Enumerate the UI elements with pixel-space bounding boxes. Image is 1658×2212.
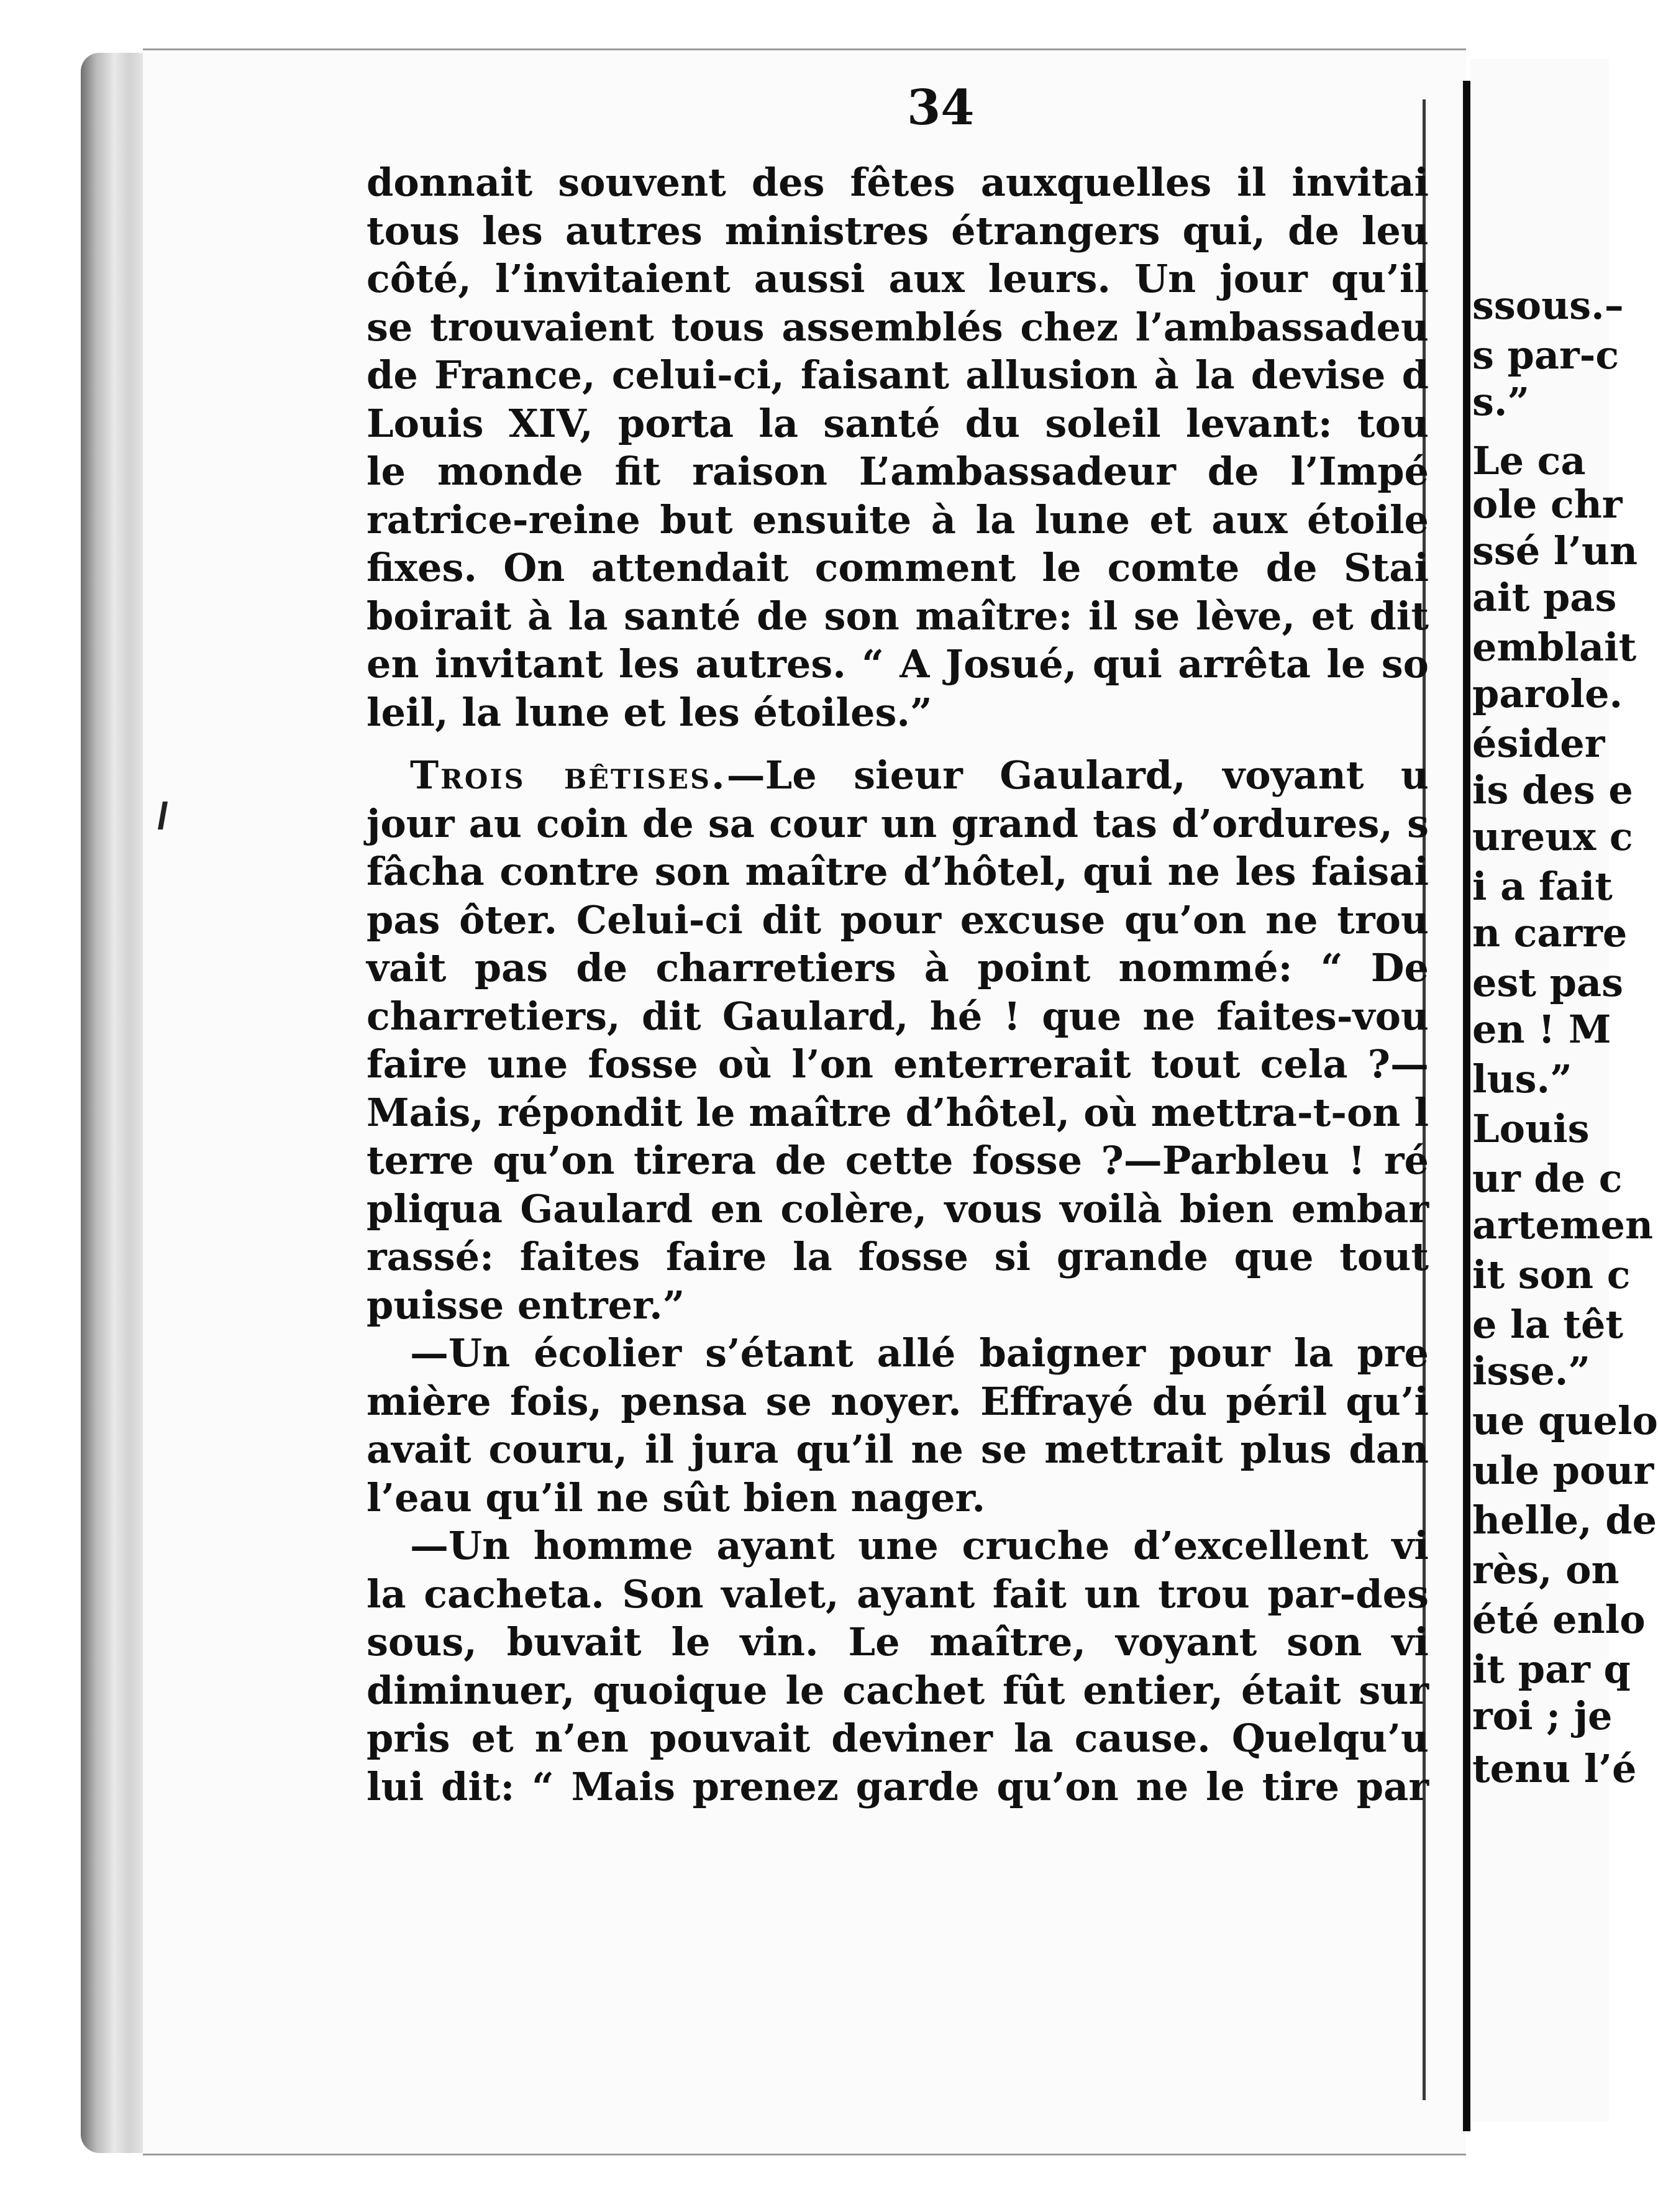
text-line: la cacheta. Son valet, ayant fait un trou par-des	[367, 1571, 1429, 1617]
facing-page-line: e la têt	[1472, 1302, 1624, 1347]
text-line: Mais, répondit le maître d’hôtel, où mettra-t-on l	[367, 1089, 1429, 1135]
facing-page-line: rès, on	[1472, 1547, 1619, 1593]
facing-page-line: parole.	[1472, 671, 1623, 716]
paragraph-gap	[367, 736, 1429, 751]
text-line: lui dit: “ Mais prenez garde qu’on ne le tire par	[367, 1763, 1429, 1809]
facing-page-line: s par-c	[1472, 332, 1619, 378]
text-line: —Un écolier s’étant allé baigner pour la pre	[410, 1330, 1429, 1376]
facing-page-line: ssous.–	[1472, 283, 1624, 328]
facing-page-line: est pas	[1472, 960, 1624, 1005]
text-line: pas ôter. Celui-ci dit pour excuse qu’on ne trou	[367, 897, 1429, 943]
facing-page-line: ssé l’un	[1472, 528, 1638, 574]
facing-page-line: Louis	[1472, 1106, 1590, 1151]
text-line: ratrice-reine but ensuite à la lune et aux étoile	[367, 496, 1429, 542]
text-line: fâcha contre son maître d’hôtel, qui ne les faisai	[367, 849, 1429, 894]
text-line: —Un homme ayant une cruche d’excellent vi	[410, 1523, 1429, 1568]
text-line: charretiers, dit Gaulard, hé ! que ne faites-vou	[367, 993, 1429, 1039]
facing-page-line: artemen	[1472, 1202, 1654, 1248]
facing-page-line: it son c	[1472, 1252, 1631, 1297]
text-line: de France, celui-ci, faisant allusion à la devise d	[367, 352, 1429, 398]
facing-page-text	[1472, 0, 1658, 2212]
facing-page-line: tenu l’é	[1472, 1746, 1637, 1791]
text-line	[367, 751, 1429, 800]
text-line: le monde fit raison L’ambassadeur de l’Impé	[367, 449, 1429, 494]
text-line: donnait souvent des fêtes auxquelles il invitai	[367, 160, 1429, 205]
facing-page-line: ue quelo	[1472, 1398, 1658, 1443]
facing-page-line: été enlo	[1472, 1597, 1646, 1642]
text-line: jour au coin de sa cour un grand tas d’ordures, s	[367, 800, 1429, 846]
text-line: vait pas de charretiers à point nommé: “ De	[367, 945, 1429, 990]
facing-page-line: helle, de	[1472, 1497, 1657, 1543]
text-line: rassé: faites faire la fosse si grande que tout	[367, 1234, 1429, 1279]
facing-page-line: ait pas	[1472, 575, 1617, 620]
text-line: avait couru, il jura qu’il ne se mettrait plus dan	[367, 1427, 1429, 1472]
text-line: pliqua Gaulard en colère, vous voilà bien embar	[367, 1186, 1429, 1232]
text-line: pris et n’en pouvait deviner la cause. Quelqu’u	[367, 1716, 1429, 1761]
section-heading: Trois bêtises.	[410, 752, 727, 798]
text-run: —Le sieur Gaulard, voyant u	[726, 752, 1429, 798]
text-line: tous les autres ministres étrangers qui, de leu	[367, 208, 1429, 254]
text-line: sous, buvait le vin. Le maître, voyant son vi	[367, 1619, 1429, 1665]
text-line: en invitant les autres. “ A Josué, qui arrêta le so	[367, 641, 1429, 687]
facing-page-line: it par q	[1472, 1647, 1631, 1692]
facing-page-line: lus.”	[1472, 1056, 1572, 1102]
text-line: se trouvaient tous assemblés chez l’ambassadeu	[367, 304, 1429, 350]
page-number: 34	[907, 80, 975, 136]
facing-page-line: ureux c	[1472, 814, 1633, 859]
facing-page-line: roi ; je	[1472, 1693, 1613, 1739]
text-line: mière fois, pensa se noyer. Effrayé du péril qu’i	[367, 1378, 1429, 1424]
main-text-column	[367, 158, 1429, 2041]
facing-page-line: is des e	[1472, 767, 1633, 813]
text-line: boirait à la santé de son maître: il se lève, et dit	[367, 593, 1429, 639]
text-line: diminuer, quoique le cachet fût entier, était sur	[367, 1667, 1429, 1713]
facing-page-line: emblait	[1472, 624, 1637, 670]
text-line: l’eau qu’il ne sût bien nager.	[367, 1474, 986, 1520]
text-line: puisse entrer.”	[367, 1282, 685, 1328]
text-line: fixes. On attendait comment le comte de Stai	[367, 545, 1429, 590]
facing-page-line: Le ca	[1472, 438, 1586, 483]
text-line: leil, la lune et les étoiles.”	[367, 689, 932, 735]
facing-page-line: ule pour	[1472, 1448, 1654, 1493]
text-line: faire une fosse où l’on enterrerait tout cela ?—	[367, 1041, 1429, 1087]
facing-page-line: ur de c	[1472, 1156, 1623, 1201]
facing-page-line: s.”	[1472, 379, 1530, 424]
facing-page-line: n carre	[1472, 910, 1628, 956]
text-line: terre qu’on tirera de cette fosse ?—Parbleu ! ré	[367, 1138, 1429, 1183]
facing-page-line: en ! M	[1472, 1007, 1611, 1052]
facing-page-line: isse.”	[1472, 1348, 1591, 1394]
facing-page-line: i a fait	[1472, 864, 1613, 909]
text-line: côté, l’invitaient aussi aux leurs. Un jour qu’il	[367, 256, 1429, 301]
gutter-line	[1463, 81, 1470, 2131]
facing-page-line: ésider	[1472, 721, 1605, 766]
facing-page-line: ole chr	[1472, 482, 1623, 527]
text-line: Louis XIV, porta la santé du soleil levant: tou	[367, 400, 1429, 446]
